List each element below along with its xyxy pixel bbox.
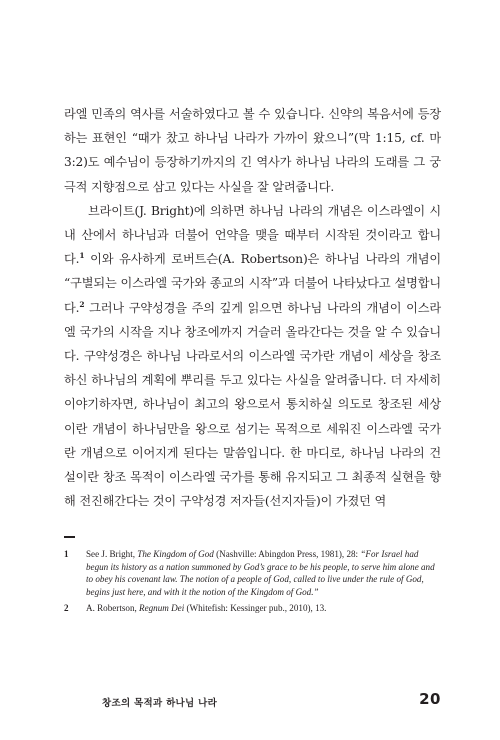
footnote-number: 2 [64,603,69,614]
book-title: The Kingdom of God [137,549,214,559]
paragraph-2-part-b: 이와 유사하게 로버트슨(A. Robertson)은 하나님 나라의 개념이 “구별되는 이스라엘 국가와 종교의 시작”과 더불어 나타났다고 설명합니다. [64,252,441,315]
paragraph-2 [64,199,441,514]
paragraph-2-part-a: 브라이트(J. Bright)에 의하면 하나님 나라의 개념은 이스라엘이 시내 산에서 하나님과 더불어 언약을 맺을 때부터 시작된 것이라고 합니다. [64,203,441,267]
footnote-1 [64,548,441,598]
footnote-number: 1 [64,549,69,559]
running-title: 창조의 목적과 하나님 나라 [102,698,218,709]
book-title: Regnum Dei [139,603,185,614]
footnote-publication: (Nashville: Abingdon Press, 1981), 28: [213,549,361,559]
footnote-citation: See J. Bright, [86,549,138,559]
footnote-ref-1[interactable]: 1 [79,251,85,261]
footnote-publication: (Whitefish: Kessinger pub., 2010), 13. [184,603,327,614]
footnote-citation: A. Robertson, [86,603,140,614]
footnote-2 [64,602,441,615]
page-footer [64,692,441,712]
footnotes [64,548,441,619]
footnote-text [86,602,441,615]
footnote-ref-2[interactable]: 2 [79,299,85,309]
paragraph-2-part-c: 그러나 구약성경을 주의 깊게 읽으면 하나님 나라의 개념이 이스라엘 국가의 시작을 지나 창조에까지 거슬러 올라간다는 것을 알 수 있습니다. 구약성경은 하나님 나라로서의 이스라엘 국가란 개념이 세상을 창조하신 하나님의 계획에 뿌리를 두고 있다는 사실을 알려줍니다. 더 자세히 이야기하자면, 하나님이 최고의 왕으로서 통치하실 의도로 창조된 세상이란 개념이 하나님만을 왕으로 섬기는 목적으로 세워진 이스라엘 국가란 개념으로 이어지게 된다는 말씀입니다. 한 마디로, 하나님 나라의 건설이란 창조 목적이 이스라엘 국가를 통해 유지되고 그 최종적 실현을 향해 전진해간다는 것이 구약성경 저자들(선지자들)이 가졌던 역 [64,300,441,509]
page-number: 20 [419,690,441,708]
main-text [64,102,441,513]
footnote-quote: “For Israel had begun its history as a nation summoned by God’s grace to be his people, to serve him alone and to obey his covenant law. The notion of a people of God, called to live under the rule of God, begins just here, and with it the notion of the Kingdom of God.” [86,549,435,597]
footnote-separator [64,536,75,538]
footnote-text [86,548,441,598]
paragraph-1: 라엘 민족의 역사를 서술하였다고 볼 수 있습니다. 신약의 복음서에 등장하는 표현인 “때가 찼고 하나님 나라가 가까이 왔으니”(막 1:15, cf. 마 3:2)도 예수님이 등장하기까지의 긴 역사가 하나님 나라의 도래를 그 궁극적 지향점으로 삼고 있다는 사실을 잘 알려줍니다. [64,107,442,194]
